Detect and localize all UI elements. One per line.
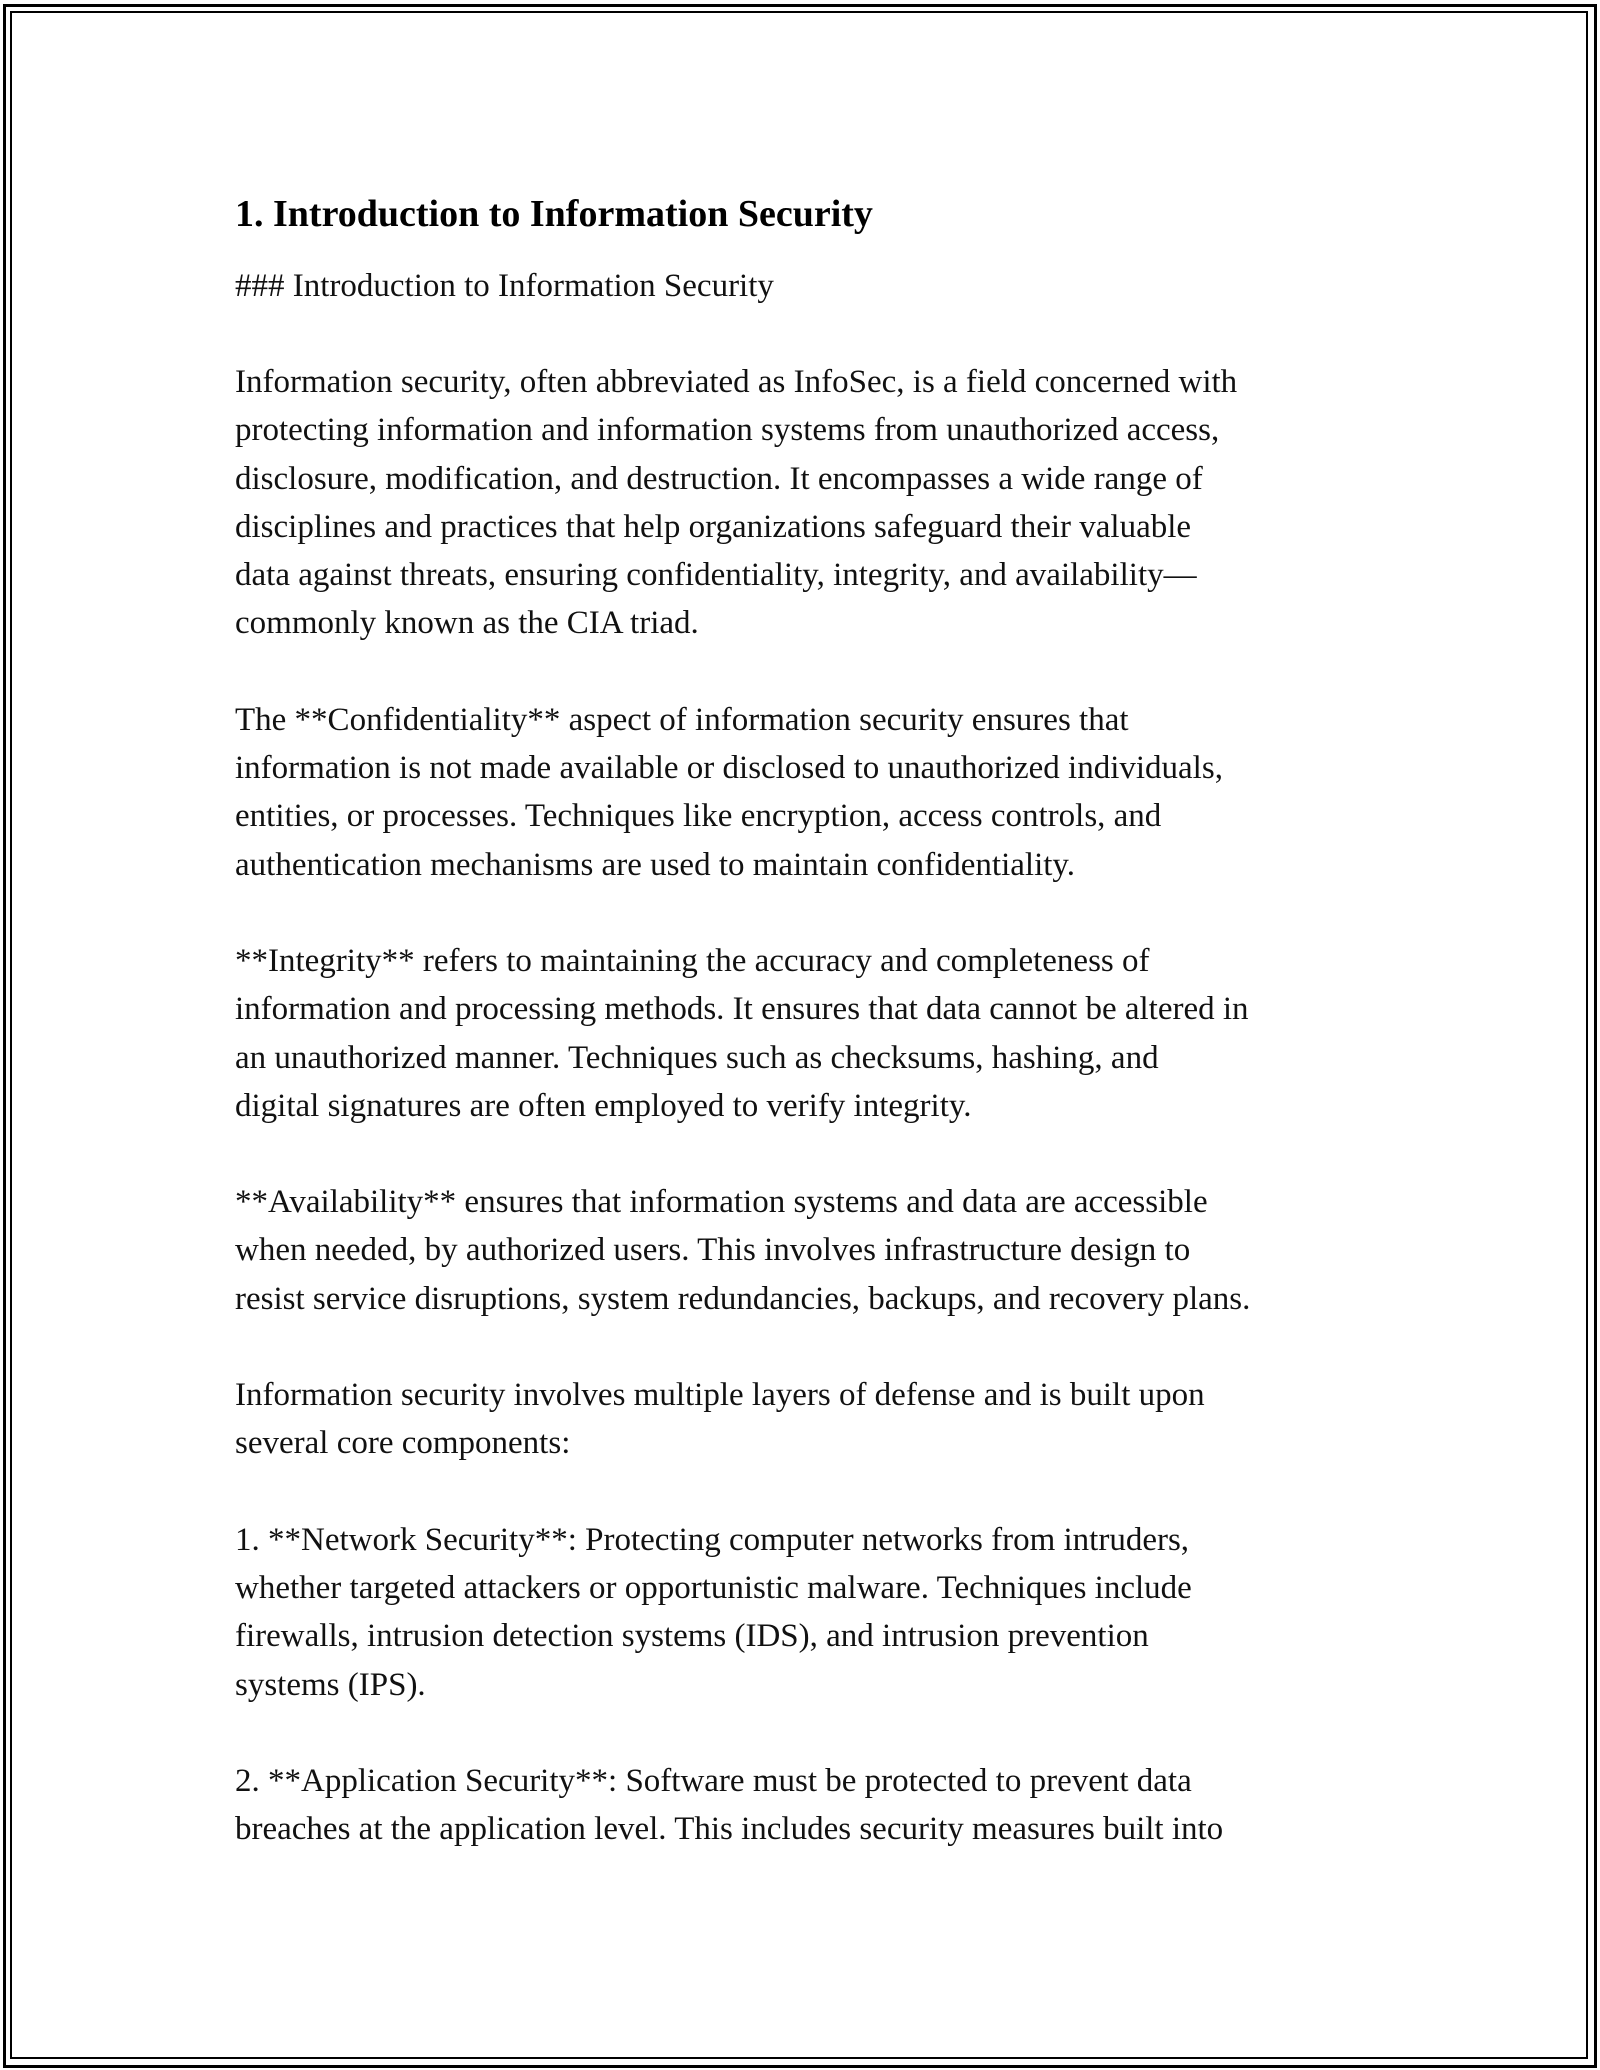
paragraph-availability [235,1178,1375,1323]
paragraph-line: The **Confidentiality** aspect of information security ensures that [235,701,1129,738]
document-body [235,188,1375,1853]
paragraph-line: breaches at the application level. This includes security measures built into [235,1811,1224,1848]
paragraph-confidentiality [235,696,1375,889]
list-item-application-security [235,1757,1375,1854]
paragraph-line: information is not made available or disclosed to unauthorized individuals, [235,750,1223,787]
paragraph-intro [235,358,1375,648]
paragraph-line: protecting information and information systems from unauthorized access, [235,412,1220,449]
list-item-network-security [235,1516,1375,1709]
paragraph-integrity [235,937,1375,1130]
paragraph-line: disciplines and practices that help organizations safeguard their valuable [235,508,1192,545]
document-heading: 1. Introduction to Information Security [235,193,873,235]
paragraph-line: information and processing methods. It ensures that data cannot be altered in [235,991,1249,1028]
paragraph-line: data against threats, ensuring confidentiality, integrity, and availability— [235,557,1197,594]
paragraph-line: several core components: [235,1425,571,1462]
paragraph-line: disclosure, modification, and destruction. It encompasses a wide range of [235,460,1203,497]
paragraph-line: **Availability** ensures that information systems and data are accessible [235,1184,1208,1221]
paragraph-layers [235,1371,1375,1468]
paragraph-line: 1. **Network Security**: Protecting computer networks from intruders, [235,1521,1190,1558]
paragraph-line: Information security involves multiple layers of defense and is built upon [235,1377,1205,1414]
paragraph-line: whether targeted attackers or opportunistic malware. Techniques include [235,1569,1192,1606]
paragraph-line: when needed, by authorized users. This involves infrastructure design to [235,1232,1191,1269]
paragraph-line: firewalls, intrusion detection systems (IDS), and intrusion prevention [235,1618,1149,1655]
paragraph-line: entities, or processes. Techniques like encryption, access controls, and [235,798,1162,835]
document-subheading: ### Introduction to Information Security [235,268,774,304]
paragraph-line: systems (IPS). [235,1666,426,1703]
paragraph-line: authentication mechanisms are used to maintain confidentiality. [235,846,1076,883]
paragraph-line: Information security, often abbreviated as InfoSec, is a field concerned with [235,364,1238,400]
paragraph-line: **Integrity** refers to maintaining the accuracy and completeness of [235,942,1150,979]
paragraph-line: resist service disruptions, system redundancies, backups, and recovery plans. [235,1280,1251,1317]
paragraph-line: an unauthorized manner. Techniques such as checksums, hashing, and [235,1039,1159,1076]
paragraph-line: digital signatures are often employed to verify integrity. [235,1087,972,1124]
paragraph-line: 2. **Application Security**: Software must be protected to prevent data [235,1762,1192,1799]
paragraph-line: commonly known as the CIA triad. [235,605,699,642]
